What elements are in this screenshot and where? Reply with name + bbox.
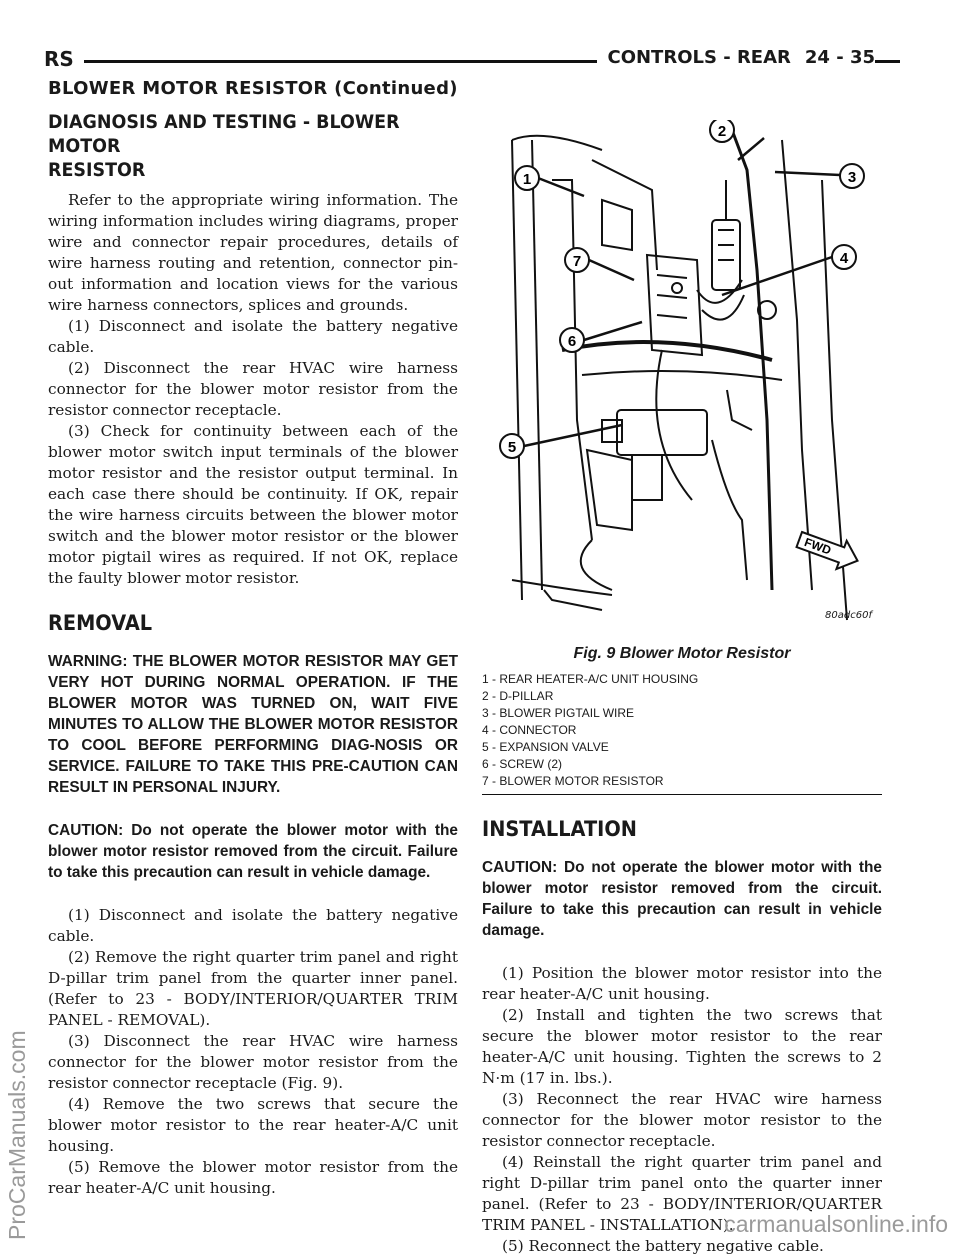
removal-caution: CAUTION: Do not operate the blower motor with the blower motor resistor removed from the circuit. Failure to take this precaution can result in vehicle damage. xyxy=(48,822,458,881)
legend-item: 5 - EXPANSION VALVE xyxy=(482,740,609,754)
footer-watermark: carmanualsonline.info xyxy=(724,1211,948,1237)
figure-code: 80adc60f xyxy=(825,610,872,621)
callout-2: 2 xyxy=(717,123,727,140)
legend-item: 3 - BLOWER PIGTAIL WIRE xyxy=(482,706,635,720)
diagnosis-step-1: (1) Disconnect and isolate the battery negative cable. xyxy=(48,317,458,356)
figure-blower-motor-resistor xyxy=(482,120,882,635)
diagnosis-step-2: (2) Disconnect the rear HVAC wire harness connector for the blower motor resistor from the resistor connector receptacle. xyxy=(48,359,458,419)
figure-caption: Fig. 9 Blower Motor Resistor xyxy=(573,645,791,662)
callout-1: 1 xyxy=(522,171,532,188)
legend-item: 6 - SCREW (2) xyxy=(482,757,563,771)
side-watermark: ProCarManuals.com xyxy=(4,1030,30,1240)
removal-step-4: (4) Remove the two screws that secure the blower motor resistor to the rear heater-A/C unit housing. xyxy=(48,1095,458,1155)
header-section-title: CONTROLS - REAR xyxy=(607,47,791,68)
diagnosis-heading-line2: RESISTOR xyxy=(48,159,146,181)
header-page-number: 24 - 35 xyxy=(804,47,875,68)
legend-divider xyxy=(482,794,882,795)
callout-7: 7 xyxy=(572,253,582,270)
fwd-label: FWD xyxy=(802,534,833,558)
left-column xyxy=(48,110,458,1199)
installation-step-2: (2) Install and tighten the two screws that secure the blower motor resistor to the rear heater-A/C unit housing. Tighten the screws to 2 N·m (17 in. lbs.). xyxy=(482,1006,882,1087)
callout-3: 3 xyxy=(847,169,857,186)
continued-heading: BLOWER MOTOR RESISTOR (Continued) xyxy=(48,78,458,99)
diagnosis-heading xyxy=(48,110,425,182)
installation-step-5: (5) Reconnect the battery negative cable. xyxy=(502,1237,824,1255)
callout-6: 6 xyxy=(567,333,577,350)
header-model-code: RS xyxy=(44,47,84,71)
header-section xyxy=(597,47,875,68)
installation-step-3: (3) Reconnect the rear HVAC wire harness connector for the blower motor resistor to the resistor connector receptacle. xyxy=(482,1090,882,1150)
installation-step-1: (1) Position the blower motor resistor into the rear heater-A/C unit housing. xyxy=(482,964,882,1003)
removal-step-2: (2) Remove the right quarter trim panel and right D-pillar trim panel from the quarter inner panel. (Refer to 23 - BODY/INTERIOR/QUARTER TRIM PANEL - REMOVAL). xyxy=(48,948,458,1029)
removal-step-1: (1) Disconnect and isolate the battery negative cable. xyxy=(48,906,458,945)
legend-item: 1 - REAR HEATER-A/C UNIT HOUSING xyxy=(482,672,699,686)
installation-step-4: (4) Reinstall the right quarter trim panel and right D-pillar trim panel onto the quarter inner panel. (Refer to 23 - BODY/INTERIOR/QUARTER TRIM PANEL - INSTALLATION). xyxy=(482,1153,882,1234)
diagnosis-heading-line1: DIAGNOSIS AND TESTING - BLOWER MOTOR xyxy=(48,111,400,157)
legend-item: 4 - CONNECTOR xyxy=(482,723,577,737)
legend-item: 2 - D-PILLAR xyxy=(482,689,554,703)
illustration-drawing xyxy=(482,120,882,635)
installation-heading: INSTALLATION xyxy=(482,817,637,841)
installation-caution: CAUTION: Do not operate the blower motor with the blower motor resistor removed from the circuit. Failure to take this precaution can result in vehicle damage. xyxy=(482,859,882,939)
diagnosis-intro: Refer to the appropriate wiring information. The wiring information includes wiring diagrams, proper wire and connector repair procedures, details of wire harness routing and retention, connector pin-out information and location views for the various wire harness connectors, splices and grounds. xyxy=(48,191,458,314)
removal-heading: REMOVAL xyxy=(48,611,153,635)
diagnosis-step-3: (3) Check for continuity between each of the blower motor switch input terminals of the blower motor resistor and the resistor output terminal. In each case there should be continuity. If OK, repair the wire harness circuits between the blower motor switch and the blower motor resistor or the blower motor pigtail wires as required. If not OK, replace the faulty blower motor resistor. xyxy=(48,422,458,587)
callout-5: 5 xyxy=(507,439,517,456)
figure-legend xyxy=(482,671,882,790)
right-column xyxy=(482,120,882,1257)
legend-item: 7 - BLOWER MOTOR RESISTOR xyxy=(482,774,664,788)
removal-warning: WARNING: THE BLOWER MOTOR RESISTOR MAY GET VERY HOT DURING NORMAL OPERATION. IF THE BLOWER MOTOR WAS TURNED ON, WAIT FIVE MINUTES TO ALLOW THE BLOWER MOTOR RESISTOR TO COOL BEFORE PERFORMING DIAG-NOSIS OR SERVICE. FAILURE TO TAKE THIS PRE-CAUTION CAN RESULT IN PERSONAL INJURY. xyxy=(48,653,458,796)
callout-4: 4 xyxy=(839,250,849,267)
removal-step-5: (5) Remove the blower motor resistor from the rear heater-A/C unit housing. xyxy=(48,1158,458,1197)
removal-step-3: (3) Disconnect the rear HVAC wire harness connector for the blower motor resistor from the resistor connector receptacle (Fig. 9). xyxy=(48,1032,458,1092)
